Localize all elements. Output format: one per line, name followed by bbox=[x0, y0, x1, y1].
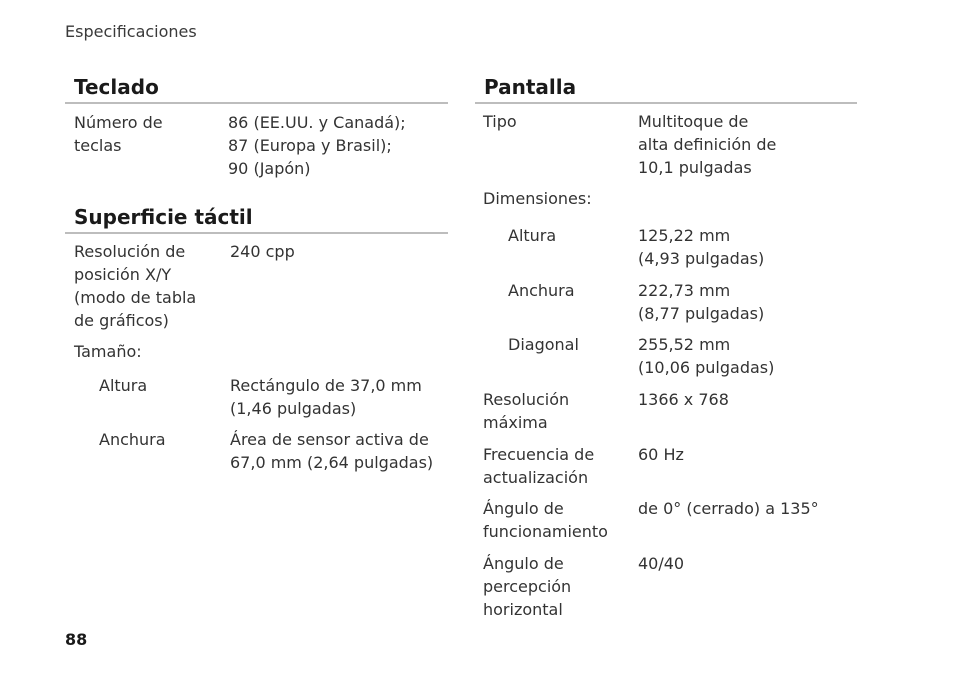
spec-label: Anchura bbox=[99, 430, 166, 449]
display-title: Pantalla bbox=[484, 75, 577, 99]
spec-value: de 0° (cerrado) a 135° bbox=[638, 499, 819, 518]
spec-label: Tamaño: bbox=[74, 342, 142, 361]
spec-value: Rectángulo de 37,0 mm (1,46 pulgadas) bbox=[230, 376, 422, 418]
spec-label: Tipo bbox=[483, 112, 517, 131]
spec-label: Diagonal bbox=[508, 335, 579, 354]
spec-value: 1366 x 768 bbox=[638, 390, 729, 409]
spec-value: 125,22 mm (4,93 pulgadas) bbox=[638, 226, 765, 268]
spec-value: 86 (EE.UU. y Canadá); 87 (Europa y Brasil); 90 (Japón) bbox=[228, 113, 406, 178]
page-number: 88 bbox=[65, 630, 88, 649]
spec-value: Área de sensor activa de 67,0 mm (2,64 pulgadas) bbox=[230, 430, 434, 472]
display-section bbox=[475, 73, 857, 104]
spec-value: Multitoque de alta definición de 10,1 pulgadas bbox=[638, 112, 777, 177]
spec-label: Resolución máxima bbox=[483, 390, 570, 432]
spec-value: 60 Hz bbox=[638, 445, 684, 464]
spec-label: Ángulo de funcionamiento bbox=[483, 499, 608, 541]
spec-label: Número de teclas bbox=[74, 113, 163, 155]
running-head: Especificaciones bbox=[65, 22, 197, 41]
spec-label: Frecuencia de actualización bbox=[483, 445, 595, 487]
keyboard-title: Teclado bbox=[74, 75, 159, 99]
spec-label: Altura bbox=[99, 376, 148, 395]
spec-label: Anchura bbox=[508, 281, 575, 300]
spec-label: Ángulo de percepción horizontal bbox=[483, 554, 572, 619]
touchpad-section bbox=[65, 203, 448, 234]
spec-label: Dimensiones: bbox=[483, 189, 592, 208]
spec-value: 240 cpp bbox=[230, 242, 295, 261]
spec-value: 40/40 bbox=[638, 554, 685, 573]
keyboard-rule bbox=[65, 102, 448, 104]
spec-value: 222,73 mm (8,77 pulgadas) bbox=[638, 281, 765, 323]
keyboard-section bbox=[65, 73, 448, 104]
touchpad-title: Superficie táctil bbox=[74, 205, 253, 229]
touchpad-rule bbox=[65, 232, 448, 234]
spec-label: Altura bbox=[508, 226, 557, 245]
spec-value: 255,52 mm (10,06 pulgadas) bbox=[638, 335, 775, 377]
display-rule bbox=[475, 102, 857, 104]
spec-label: Resolución de posición X/Y (modo de tabla de gráficos) bbox=[74, 242, 197, 330]
